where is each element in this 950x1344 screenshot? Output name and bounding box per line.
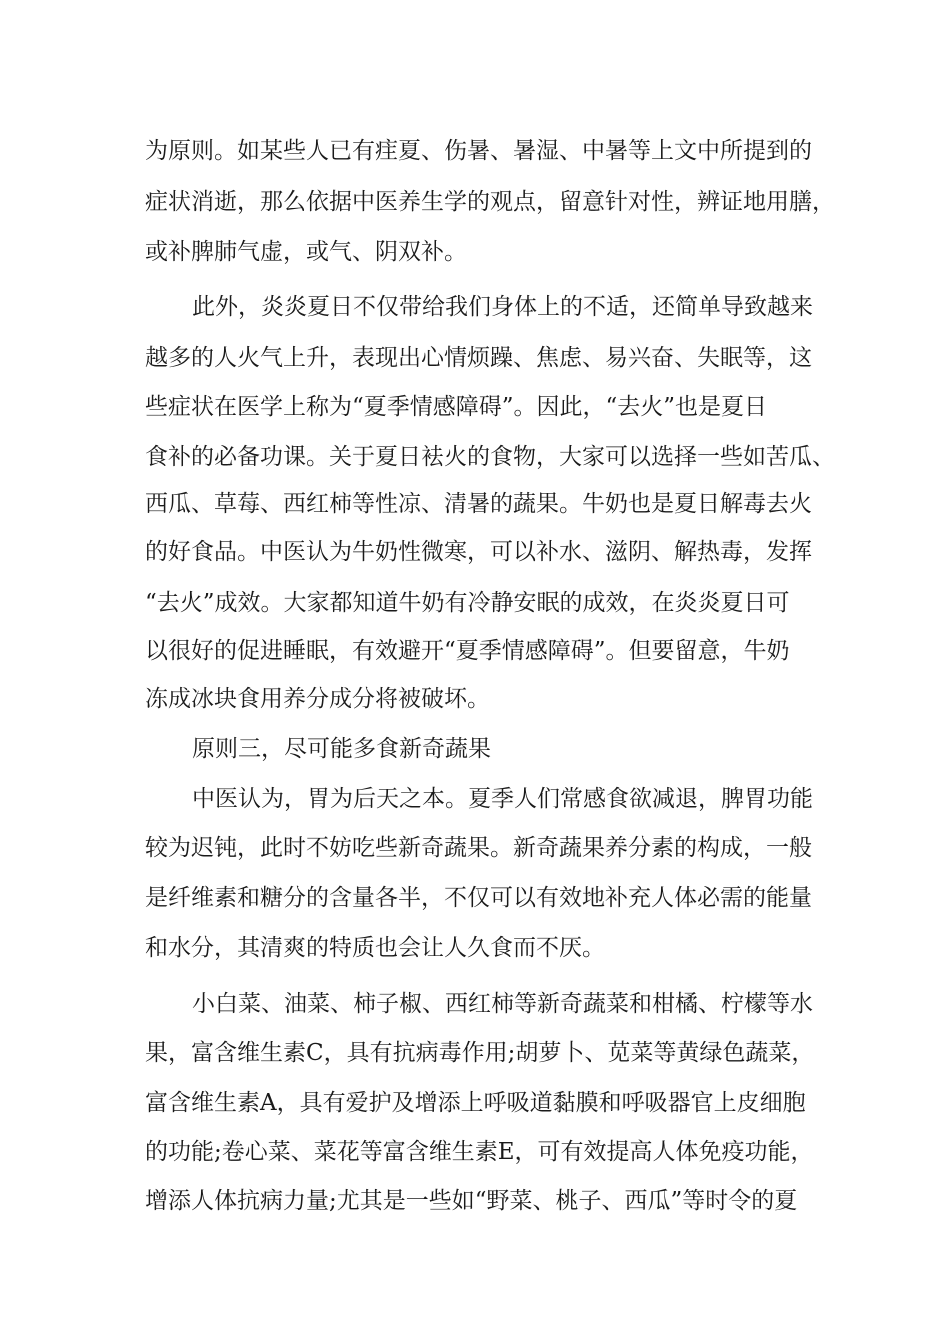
text-line: 果，富含维生素C，具有抗病毒作用;胡萝卜、苋菜等黄绿色蔬菜， bbox=[145, 1040, 815, 1066]
text-line: 为原则。如某些人已有疰夏、伤暑、暑湿、中暑等上文中所提到的 bbox=[145, 138, 812, 164]
text-line: 症状消逝，那么依据中医养生学的观点，留意针对性，辨证地用膳， bbox=[145, 189, 835, 215]
text-line: 富含维生素A，具有爱护及增添上呼吸道黏膜和呼吸器官上皮细胞 bbox=[145, 1090, 806, 1116]
text-line: 或补脾肺气虚，或气、阴双补。 bbox=[145, 239, 467, 265]
paragraph-first-line: 小白菜、油菜、柿子椒、西红柿等新奇蔬菜和柑橘、柠檬等水 bbox=[192, 991, 813, 1017]
paragraph-first-line: 中医认为，胃为后天之本。夏季人们常感食欲减退，脾胃功能 bbox=[192, 786, 813, 812]
text-line: 越多的人火气上升，表现出心情烦躁、焦虑、易兴奋、失眠等，这 bbox=[145, 345, 812, 371]
text-line: 和水分，其清爽的特质也会让人久食而不厌。 bbox=[145, 935, 605, 961]
text-line: 是纤维素和糖分的含量各半，不仅可以有效地补充人体必需的能量 bbox=[145, 885, 812, 911]
text-line: 较为迟钝，此时不妨吃些新奇蔬果。新奇蔬果养分素的构成，一般 bbox=[145, 835, 812, 861]
text-line: 冻成冰块食用养分成分将被破坏。 bbox=[145, 686, 490, 712]
text-line: 些症状在医学上称为“夏季情感障碍”。因此，“去火”也是夏日 bbox=[145, 394, 768, 420]
text-line: 的功能;卷心菜、菜花等富含维生素E，可有效提高人体免疫功能， bbox=[145, 1139, 814, 1165]
text-line: 以很好的促进睡眠，有效避开“夏季情感障碍”。但要留意，牛奶 bbox=[145, 638, 790, 664]
text-line: 增添人体抗病力量;尤其是一些如“野菜、桃子、西瓜”等时令的夏 bbox=[145, 1188, 798, 1214]
text-line: 食补的必备功课。关于夏日袪火的食物，大家可以选择一些如苦瓜、 bbox=[145, 444, 835, 470]
paragraph-first-line: 此外，炎炎夏日不仅带给我们身体上的不适，还简单导致越来 bbox=[192, 294, 813, 320]
text-line: “去火”成效。大家都知道牛奶有冷静安眠的成效，在炎炎夏日可 bbox=[145, 590, 790, 616]
section-heading: 原则三，尽可能多食新奇蔬果 bbox=[192, 736, 491, 762]
text-line: 的好食品。中医认为牛奶性微寒，可以补水、滋阴、解热毒，发挥 bbox=[145, 539, 812, 565]
text-line: 西瓜、草莓、西红柿等性凉、清暑的蔬果。牛奶也是夏日解毒去火 bbox=[145, 491, 812, 517]
